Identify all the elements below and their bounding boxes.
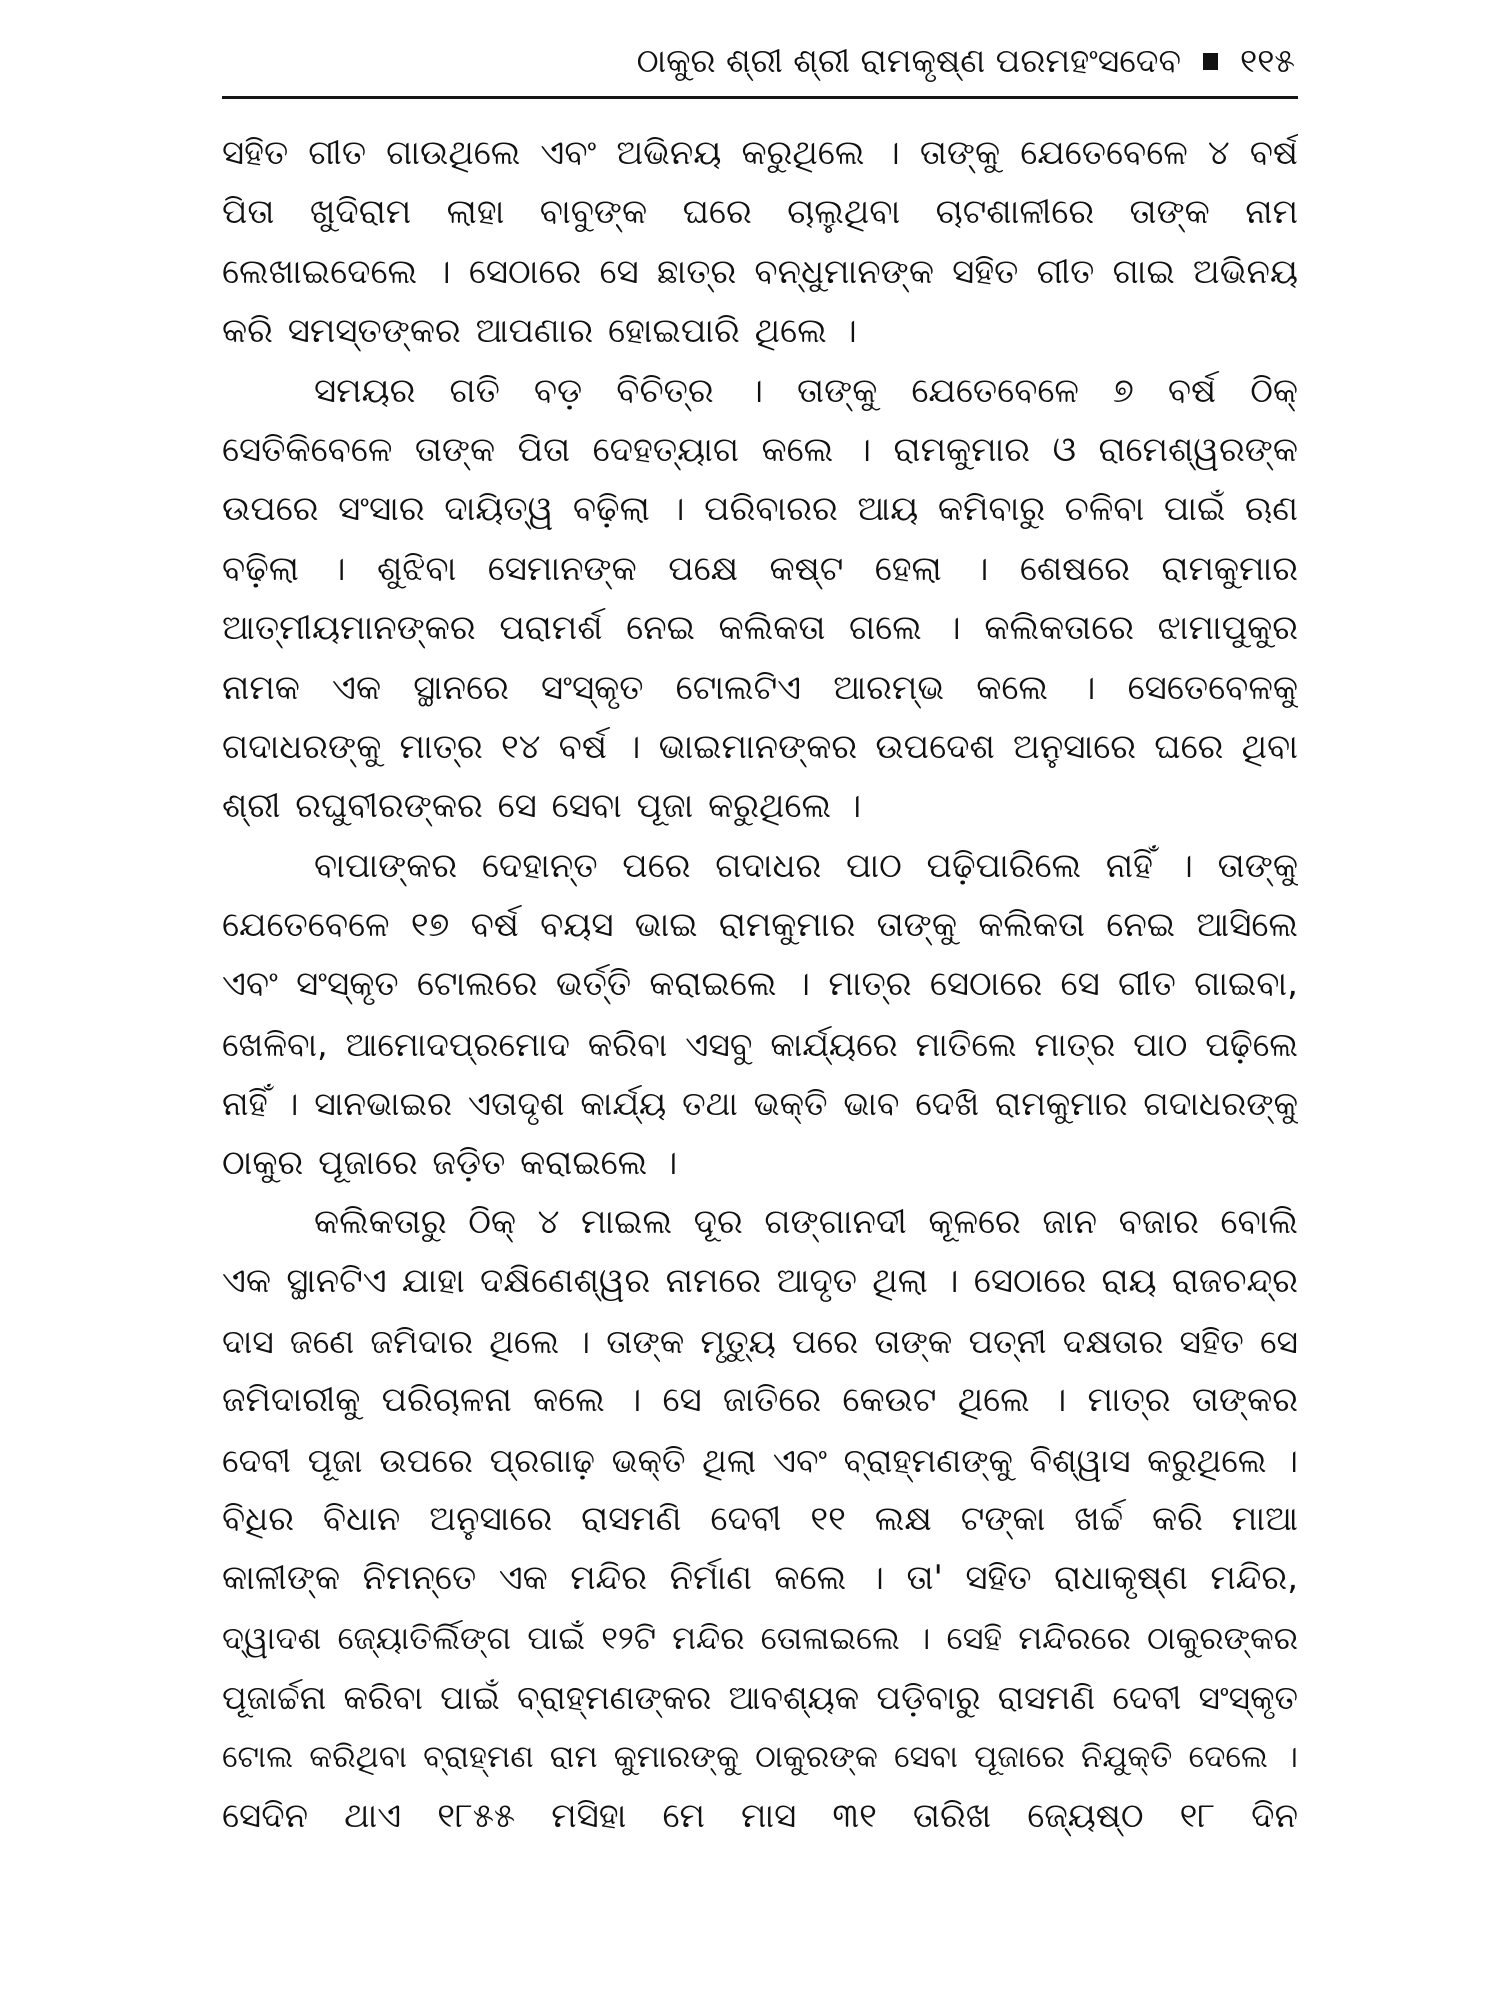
text-line: ଠାକୁର ପୂଜାରେ ଜଡ଼ିତ କରାଇଲେ । bbox=[222, 1142, 678, 1183]
running-header bbox=[220, 32, 1295, 90]
text-line: ବାପାଙ୍କର ଦେହାନ୍ତ ପରେ ଗଦାଧର ପାଠ ପଢ଼ିପାରିଲେ ନାହିଁ । ତାଙ୍କୁ bbox=[314, 845, 1298, 886]
text-line: ପୂଜାର୍ଚ୍ଚନା କରିବା ପାଇଁ ବ୍ରାହ୍ମଣଙ୍କର ଆବଶ୍ୟକ ପଡ଼ିବାରୁ ରାସମଣି ଦେବୀ ସଂସ୍କୃତ bbox=[222, 1678, 1298, 1718]
text-line: ଯେତେବେଳେ ୧୭ ବର୍ଷ ବୟସ ଭାଇ ରାମକୁମାର ତାଙ୍କୁ କଲିକତା ନେଇ ଆସିଲେ bbox=[222, 905, 1298, 946]
text-line: ଉପରେ ସଂସାର ଦାୟିତ୍ୱ ବଢ଼ିଲା । ପରିବାରର ଆୟ କମିବାରୁ ଚଳିବା ପାଇଁ ଋଣ bbox=[222, 489, 1298, 530]
text-line: ଜମିଦାରୀକୁ ପରିଚାଳନା କଲେ । ସେ ଜାତିରେ କେଉଟ ଥିଲେ । ମାତ୍ର ତାଙ୍କର bbox=[222, 1380, 1298, 1421]
running-title: ଠାକୁର ଶ୍ରୀ ଶ୍ରୀ ରାମକୃଷ୍ଣ ପରମହଂସଦେବ bbox=[636, 41, 1182, 80]
text-line: ଟୋଲ କରିଥିବା ବ୍ରାହ୍ମଣ ରାମ କୁମାରଙ୍କୁ ଠାକୁରଙ୍କ ସେବା ପୂଜାରେ ନିଯୁକ୍ତି ଦେଲେ । bbox=[222, 1738, 1298, 1775]
text-line: କଲିକତାରୁ ଠିକ୍ ୪ ମାଇଲ ଦୂର ଗଙ୍ଗାନଦୀ କୂଳରେ ଜାନ ବଜାର ବୋଲି bbox=[314, 1202, 1298, 1243]
text-line: ଆତ୍ମୀୟମାନଙ୍କର ପରାମର୍ଶ ନେଇ କଲିକତା ଗଲେ । କଲିକତାରେ ଝାମାପୁକୁର bbox=[222, 608, 1298, 649]
text-line: ଗଦାଧରଙ୍କୁ ମାତ୍ର ୧୪ ବର୍ଷ । ଭାଇମାନଙ୍କର ଉପଦେଶ ଅନୁସାରେ ଘରେ ଥିବା bbox=[222, 726, 1298, 767]
text-line: ପିତା ଖୁଦିରାମ ଲାହା ବାବୁଙ୍କ ଘରେ ଚାଲୁଥିବା ଚାଟଶାଳୀରେ ତାଙ୍କ ନାମ bbox=[222, 192, 1298, 233]
text-line: ସମୟର ଗତି ବଡ଼ ବିଚିତ୍ର । ତାଙ୍କୁ ଯେତେବେଳେ ୭ ବର୍ଷ ଠିକ୍ bbox=[314, 370, 1298, 411]
text-line: ଶ୍ରୀ ରଘୁବୀରଙ୍କର ସେ ସେବା ପୂଜା କରୁଥିଲେ । bbox=[222, 786, 862, 827]
text-line: ଦାସ ଜଣେ ଜମିଦାର ଥିଲେ । ତାଙ୍କ ମୃତ୍ୟୁ ପରେ ତାଙ୍କ ପତ୍ନୀ ଦକ୍ଷତାର ସହିତ ସେ bbox=[222, 1321, 1298, 1361]
text-line: ନାହିଁ । ସାନଭାଇର ଏତାଦୃଶ କାର୍ଯ୍ୟ ତଥା ଭକ୍ତି ଭାବ ଦେଖି ରାମକୁମାର ଗଦାଧରଙ୍କୁ bbox=[222, 1084, 1298, 1124]
text-line: କରି ସମସ୍ତଙ୍କର ଆପଣାର ହୋଇପାରି ଥିଲେ । bbox=[222, 311, 857, 352]
square-bullet-icon bbox=[1203, 53, 1218, 70]
text-line: ସେତିକିବେଳେ ତାଙ୍କ ପିତା ଦେହତ୍ୟାଗ କଲେ । ରାମକୁମାର ଓ ରାମେଶ୍ୱରଙ୍କ bbox=[222, 429, 1298, 470]
text-line: ଖେଳିବା, ଆମୋଦପ୍ରମୋଦ କରିବା ଏସବୁ କାର୍ଯ୍ୟରେ ମାତିଲେ ମାତ୍ର ପାଠ ପଢ଼ିଲେ bbox=[222, 1024, 1298, 1064]
page-number: ୧୧୫ bbox=[1240, 41, 1295, 80]
text-line: ଦ୍ୱାଦଶ ଜ୍ୟୋତିର୍ଲିଙ୍ଗ ପାଇଁ ୧୨ଟି ମନ୍ଦିର ତୋଳାଇଲେ । ସେହି ମନ୍ଦିରରେ ଠାକୁରଙ୍କର bbox=[222, 1618, 1298, 1657]
body-text bbox=[222, 124, 1298, 1846]
text-line: ସହିତ ଗୀତ ଗାଉଥିଲେ ଏବଂ ଅଭିନୟ କରୁଥିଲେ । ତାଙ୍କୁ ଯେତେବେଳେ ୪ ବର୍ଷ bbox=[222, 133, 1298, 173]
text-line: ବଢ଼ିଲା । ଶୁଝିବା ସେମାନଙ୍କ ପକ୍ଷେ କଷ୍ଟ ହେଲା । ଶେଷରେ ରାମକୁମାର bbox=[222, 548, 1298, 589]
text-line: କାଳୀଙ୍କ ନିମନ୍ତେ ଏକ ମନ୍ଦିର ନିର୍ମାଣ କଲେ । ତା' ସହିତ ରାଧାକୃଷ୍ଣ ମନ୍ଦିର, bbox=[222, 1558, 1298, 1599]
text-line: ବିଧିର ବିଧାନ ଅନୁସାରେ ରାସମଣି ଦେବୀ ୧୧ ଲକ୍ଷ ଟଙ୍କା ଖର୍ଚ୍ଚ କରି ମାଆ bbox=[222, 1498, 1298, 1539]
text-line: ଏକ ସ୍ଥାନଟିଏ ଯାହା ଦକ୍ଷିଣେଶ୍ୱର ନାମରେ ଆଦୃତ ଥିଲା । ସେଠାରେ ରାୟ ରାଜଚନ୍ଦ୍ର bbox=[222, 1261, 1298, 1302]
text-line: ସେଦିନ ଥାଏ ୧୮୫୫ ମସିହା ମେ ମାସ ୩୧ ତାରିଖ ଜ୍ୟେଷ୍ଠ ୧୮ ଦିନ bbox=[222, 1795, 1298, 1836]
header-rule bbox=[222, 96, 1298, 99]
text-line: ଏବଂ ସଂସ୍କୃତ ଟୋଲରେ ଭର୍ତ୍ତି କରାଇଲେ । ମାତ୍ର ସେଠାରେ ସେ ଗୀତ ଗାଇବା, bbox=[222, 964, 1298, 1005]
text-line: ଲେଖାଇଦେଲେ । ସେଠାରେ ସେ ଛାତ୍ର ବନ୍ଧୁମାନଙ୍କ ସହିତ ଗୀତ ଗାଇ ଅଭିନୟ bbox=[222, 251, 1298, 292]
text-line: ନାମକ ଏକ ସ୍ଥାନରେ ସଂସ୍କୃତ ଟୋଲଟିଏ ଆରମ୍ଭ କଲେ । ସେତେବେଳକୁ bbox=[222, 667, 1298, 708]
text-line: ଦେବୀ ପୂଜା ଉପରେ ପ୍ରଗାଢ଼ ଭକ୍ତି ଥିଲା ଏବଂ ବ୍ରାହ୍ମଣଙ୍କୁ ବିଶ୍ୱାସ କରୁଥିଲେ । bbox=[222, 1440, 1298, 1480]
